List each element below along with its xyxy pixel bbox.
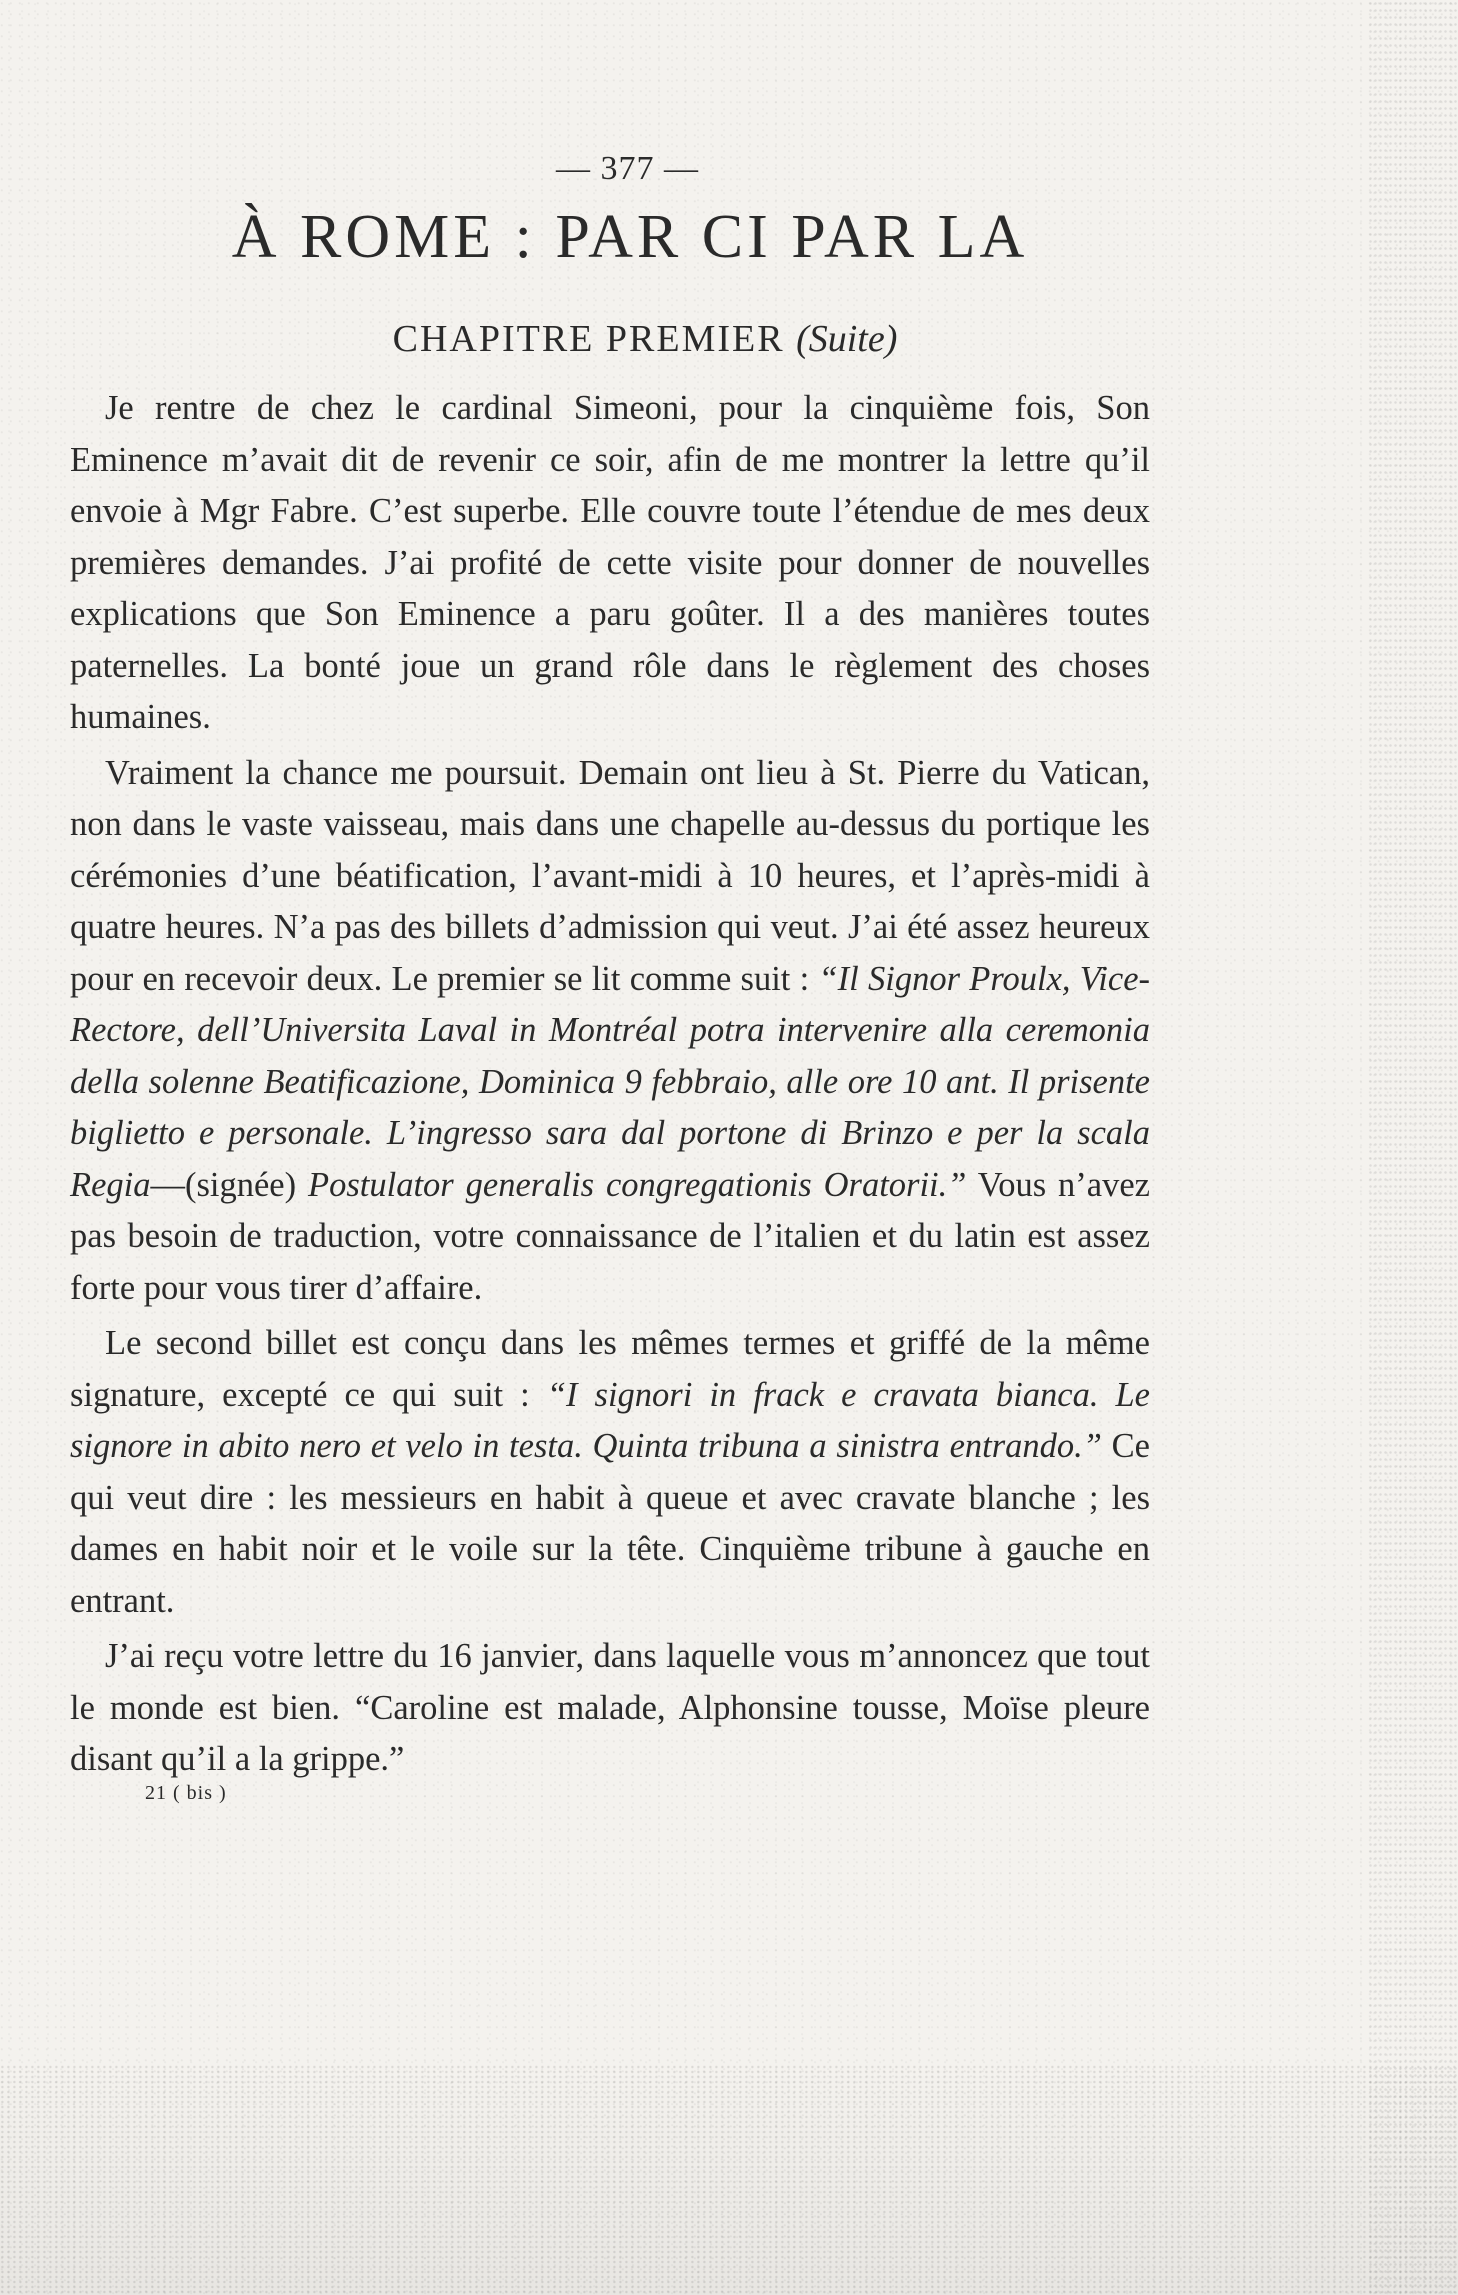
paragraph-2: [70, 748, 1150, 1315]
chapter-suite: (Suite): [796, 318, 898, 360]
paragraph-3: [70, 1318, 1150, 1627]
paragraph-text: Je rentre de chez le cardinal Simeoni, pour la cinquième fois, Son Eminence m’avait dit de revenir ce soir, afin de me montrer la lettre qu’il envoie à Mgr Fabre. C’est superbe. Elle couvre toute l’étendue de mes deux premières demandes. J’ai profité de cette visite pour donner de nouvelles explications que Son Eminence a paru goûter. Il a des manières toutes paternelles. La bonté joue un grand rôle dans le règlement des choses humaines.: [70, 389, 1150, 736]
scan-noise-bottom: [0, 2065, 1458, 2295]
chapter-heading: [140, 317, 1150, 361]
paragraph-4: [70, 1631, 1150, 1786]
paragraph-text: Vous n’avez pas besoin de traduction, votre connaissance de l’italien et du latin est assez forte pour vous tirer d’affaire.: [70, 1165, 1150, 1307]
scan-noise-right: [1368, 0, 1458, 2295]
italian-quote: “Il Signor Proulx, Vice-Rectore, dell’Universita Laval in Montréal potra intervenire alla ceremonia della solenne Beatificazione, Dominica 9 febbraio, alle ore 10 ant. Il prisente biglietto e personale. L’ingresso sara dal portone di Brinzo e per la scala Regia: [70, 959, 1150, 1204]
italian-quote: “I signori in frack e cravata bianca. Le signore in abito nero et velo in testa. Quinta tribuna a sinistra entrando.”: [70, 1375, 1150, 1465]
paragraph-text: J’ai reçu votre lettre du 16 janvier, dans laquelle vous m’annoncez que tout le monde est bien. “Caroline est malade, Alphonsine tousse, Moïse pleure disant qu’il a la grippe.”: [70, 1637, 1150, 1778]
printer-signature-mark: 21 ( bis ): [145, 1781, 227, 1804]
chapter-heading-text: CHAPITRE PREMIER: [392, 318, 785, 360]
paragraph-text: Le second billet est conçu dans les mêmes termes et griffé de la même signature, excepté ce qui suit :: [70, 1324, 1150, 1414]
paragraph-1: [70, 383, 1150, 744]
italian-quote-end: Postulator generalis congregationis Oratorii.”: [296, 1165, 967, 1204]
page-content: [70, 150, 1150, 1805]
page-title: À ROME : PAR CI PAR LA: [231, 203, 1029, 271]
signature-note: —(signée): [150, 1165, 297, 1204]
paragraph-text: Vraiment la chance me poursuit. Demain ont lieu à St. Pierre du Vatican, non dans le vaste vaisseau, mais dans une chapelle au-dessus du portique les cérémonies d’une béatification, l’avant-midi à 10 heures, et l’après-midi à quatre heures. N’a pas des billets d’admission qui veut. J’ai été assez heureux pour en recevoir deux. Le premier se lit comme suit :: [70, 753, 1150, 998]
page-number: — 377 —: [556, 150, 699, 187]
paragraph-text: Ce qui veut dire : les messieurs en habit à queue et avec cravate blanche ; les dames en habit noir et le voile sur la tête. Cinquième tribune à gauche en entrant.: [70, 1427, 1150, 1620]
